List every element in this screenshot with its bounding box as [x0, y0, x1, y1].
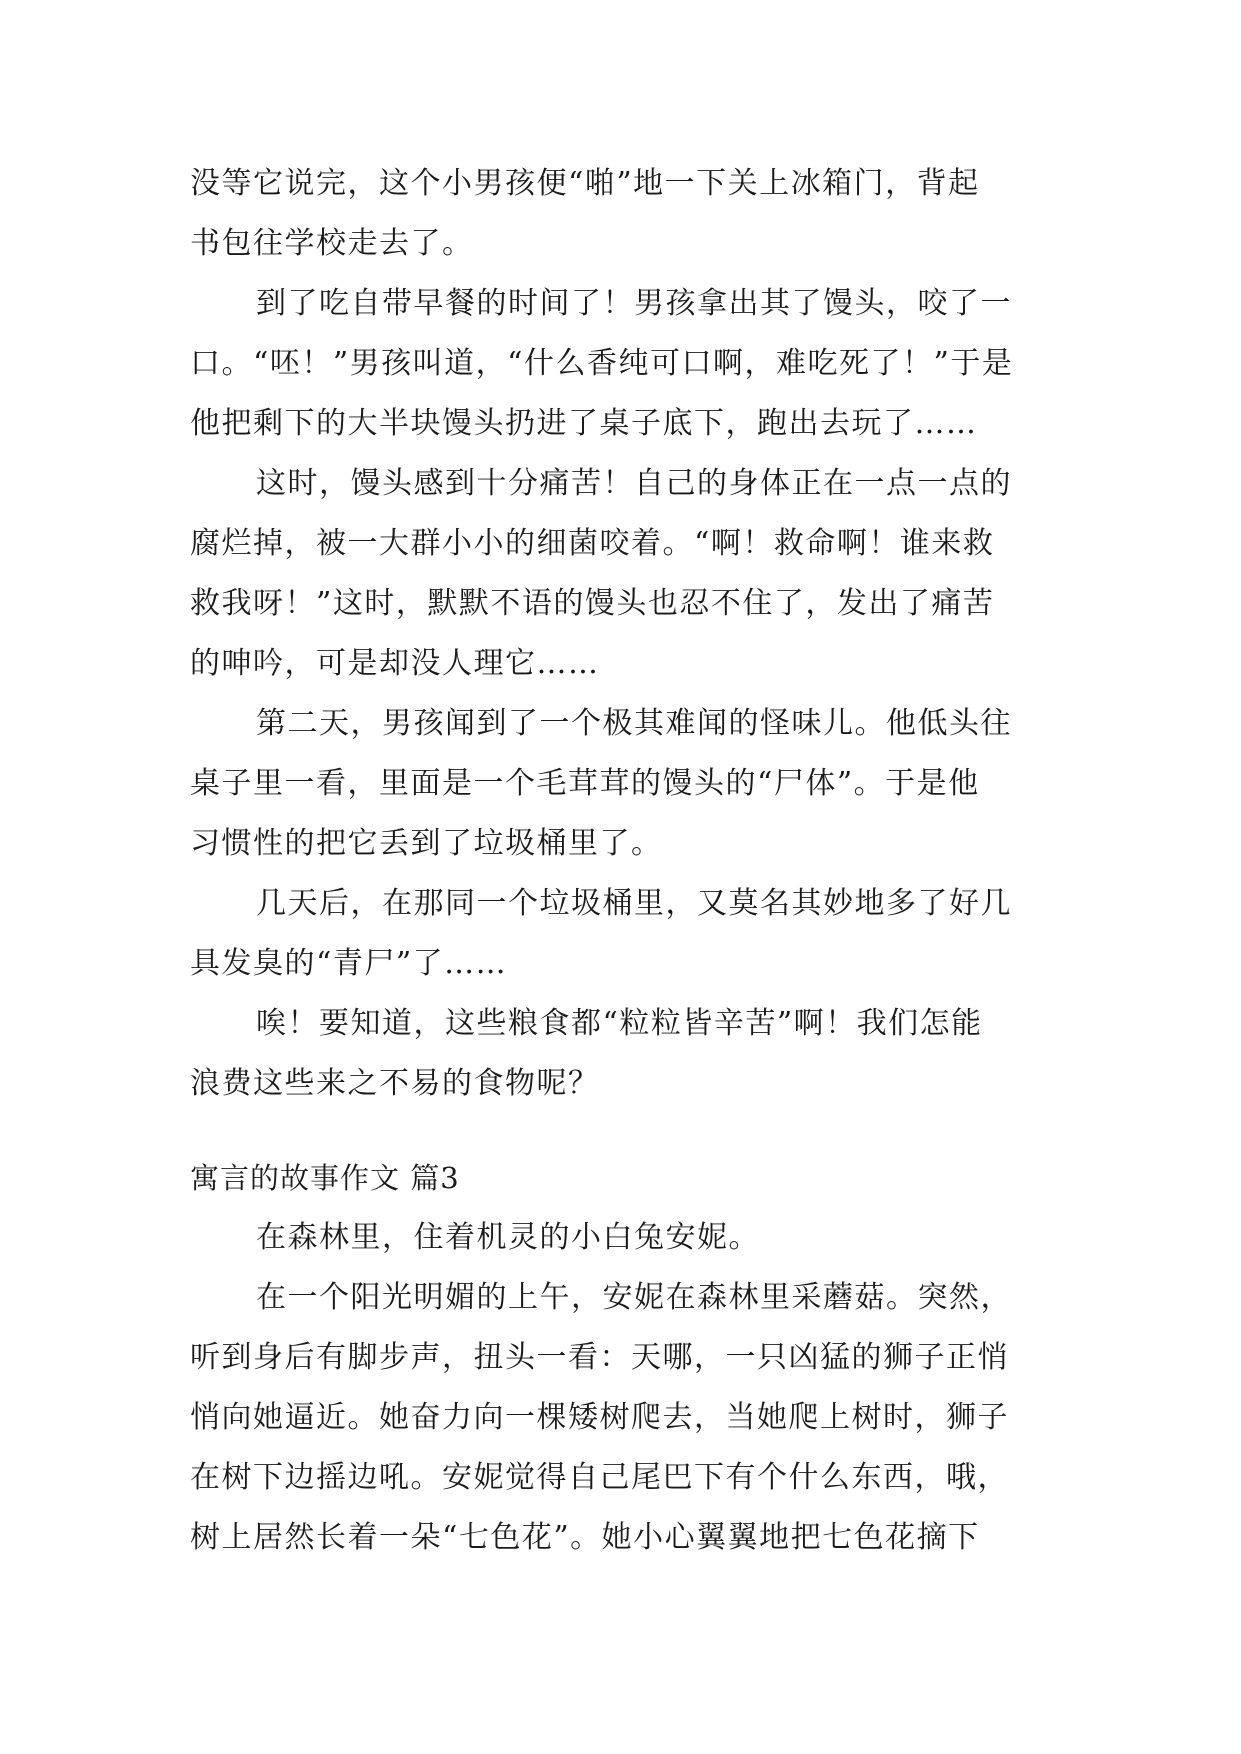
- text-line: 到了吃自带早餐的时间了！男孩拿出其了馒头，咬了一: [256, 286, 1012, 321]
- text-line: 口。“呸！”男孩叫道，“什么香纯可口啊，难吃死了！”于是: [190, 346, 1014, 381]
- text-line: 在一个阳光明媚的上午，安妮在森林里采蘑菇。突然，: [256, 1280, 1012, 1315]
- text-line: 在树下边摇边吼。安妮觉得自己尾巴下有个什么东西，哦，: [190, 1460, 1009, 1495]
- story-body-part-1: [190, 154, 1060, 1114]
- section-title: 寓言的故事作文 篇3: [190, 1161, 460, 1195]
- text-line: 书包往学校走去了。: [190, 226, 474, 261]
- text-line: 腐烂掉，被一大群小小的细菌咬着。“啊！救命啊！谁来救: [190, 526, 995, 561]
- text-line: 没等它说完，这个小男孩便“啪”地一下关上冰箱门，背起: [190, 166, 980, 201]
- text-line: 悄向她逼近。她奋力向一棵矮树爬去，当她爬上树时，狮子: [190, 1400, 1009, 1435]
- text-line: 习惯性的把它丢到了垃圾桶里了。: [190, 826, 663, 861]
- text-line: 第二天，男孩闻到了一个极其难闻的怪味儿。他低头往: [256, 706, 1012, 741]
- text-line: 浪费这些来之不易的食物呢？: [190, 1066, 600, 1101]
- text-line: 这时，馒头感到十分痛苦！自己的身体正在一点一点的: [256, 466, 1012, 501]
- text-line: 具发臭的“青尸”了……: [190, 946, 508, 981]
- text-line: 他把剩下的大半块馒头扔进了桌子底下，跑出去玩了……: [190, 406, 978, 441]
- text-line: 听到身后有脚步声，扭头一看：天哪，一只凶猛的狮子正悄: [190, 1340, 1009, 1375]
- text-line: 救我呀！”这时，默默不语的馒头也忍不住了，发出了痛苦: [190, 586, 995, 621]
- text-line: 几天后，在那同一个垃圾桶里，又莫名其妙地多了好几: [256, 886, 1012, 921]
- text-line: 树上居然长着一朵“七色花”。她小心翼翼地把七色花摘下: [190, 1520, 980, 1555]
- text-line: 在森林里，住着机灵的小白兔安妮。: [256, 1220, 760, 1255]
- text-line: 唉！要知道，这些粮食都“粒粒皆辛苦”啊！我们怎能: [256, 1006, 983, 1041]
- text-line: 桌子里一看，里面是一个毛茸茸的馒头的“尸体”。于是他: [190, 766, 980, 801]
- story-body-part-2: [190, 1208, 1060, 1568]
- text-line: 的呻吟，可是却没人理它……: [190, 646, 600, 681]
